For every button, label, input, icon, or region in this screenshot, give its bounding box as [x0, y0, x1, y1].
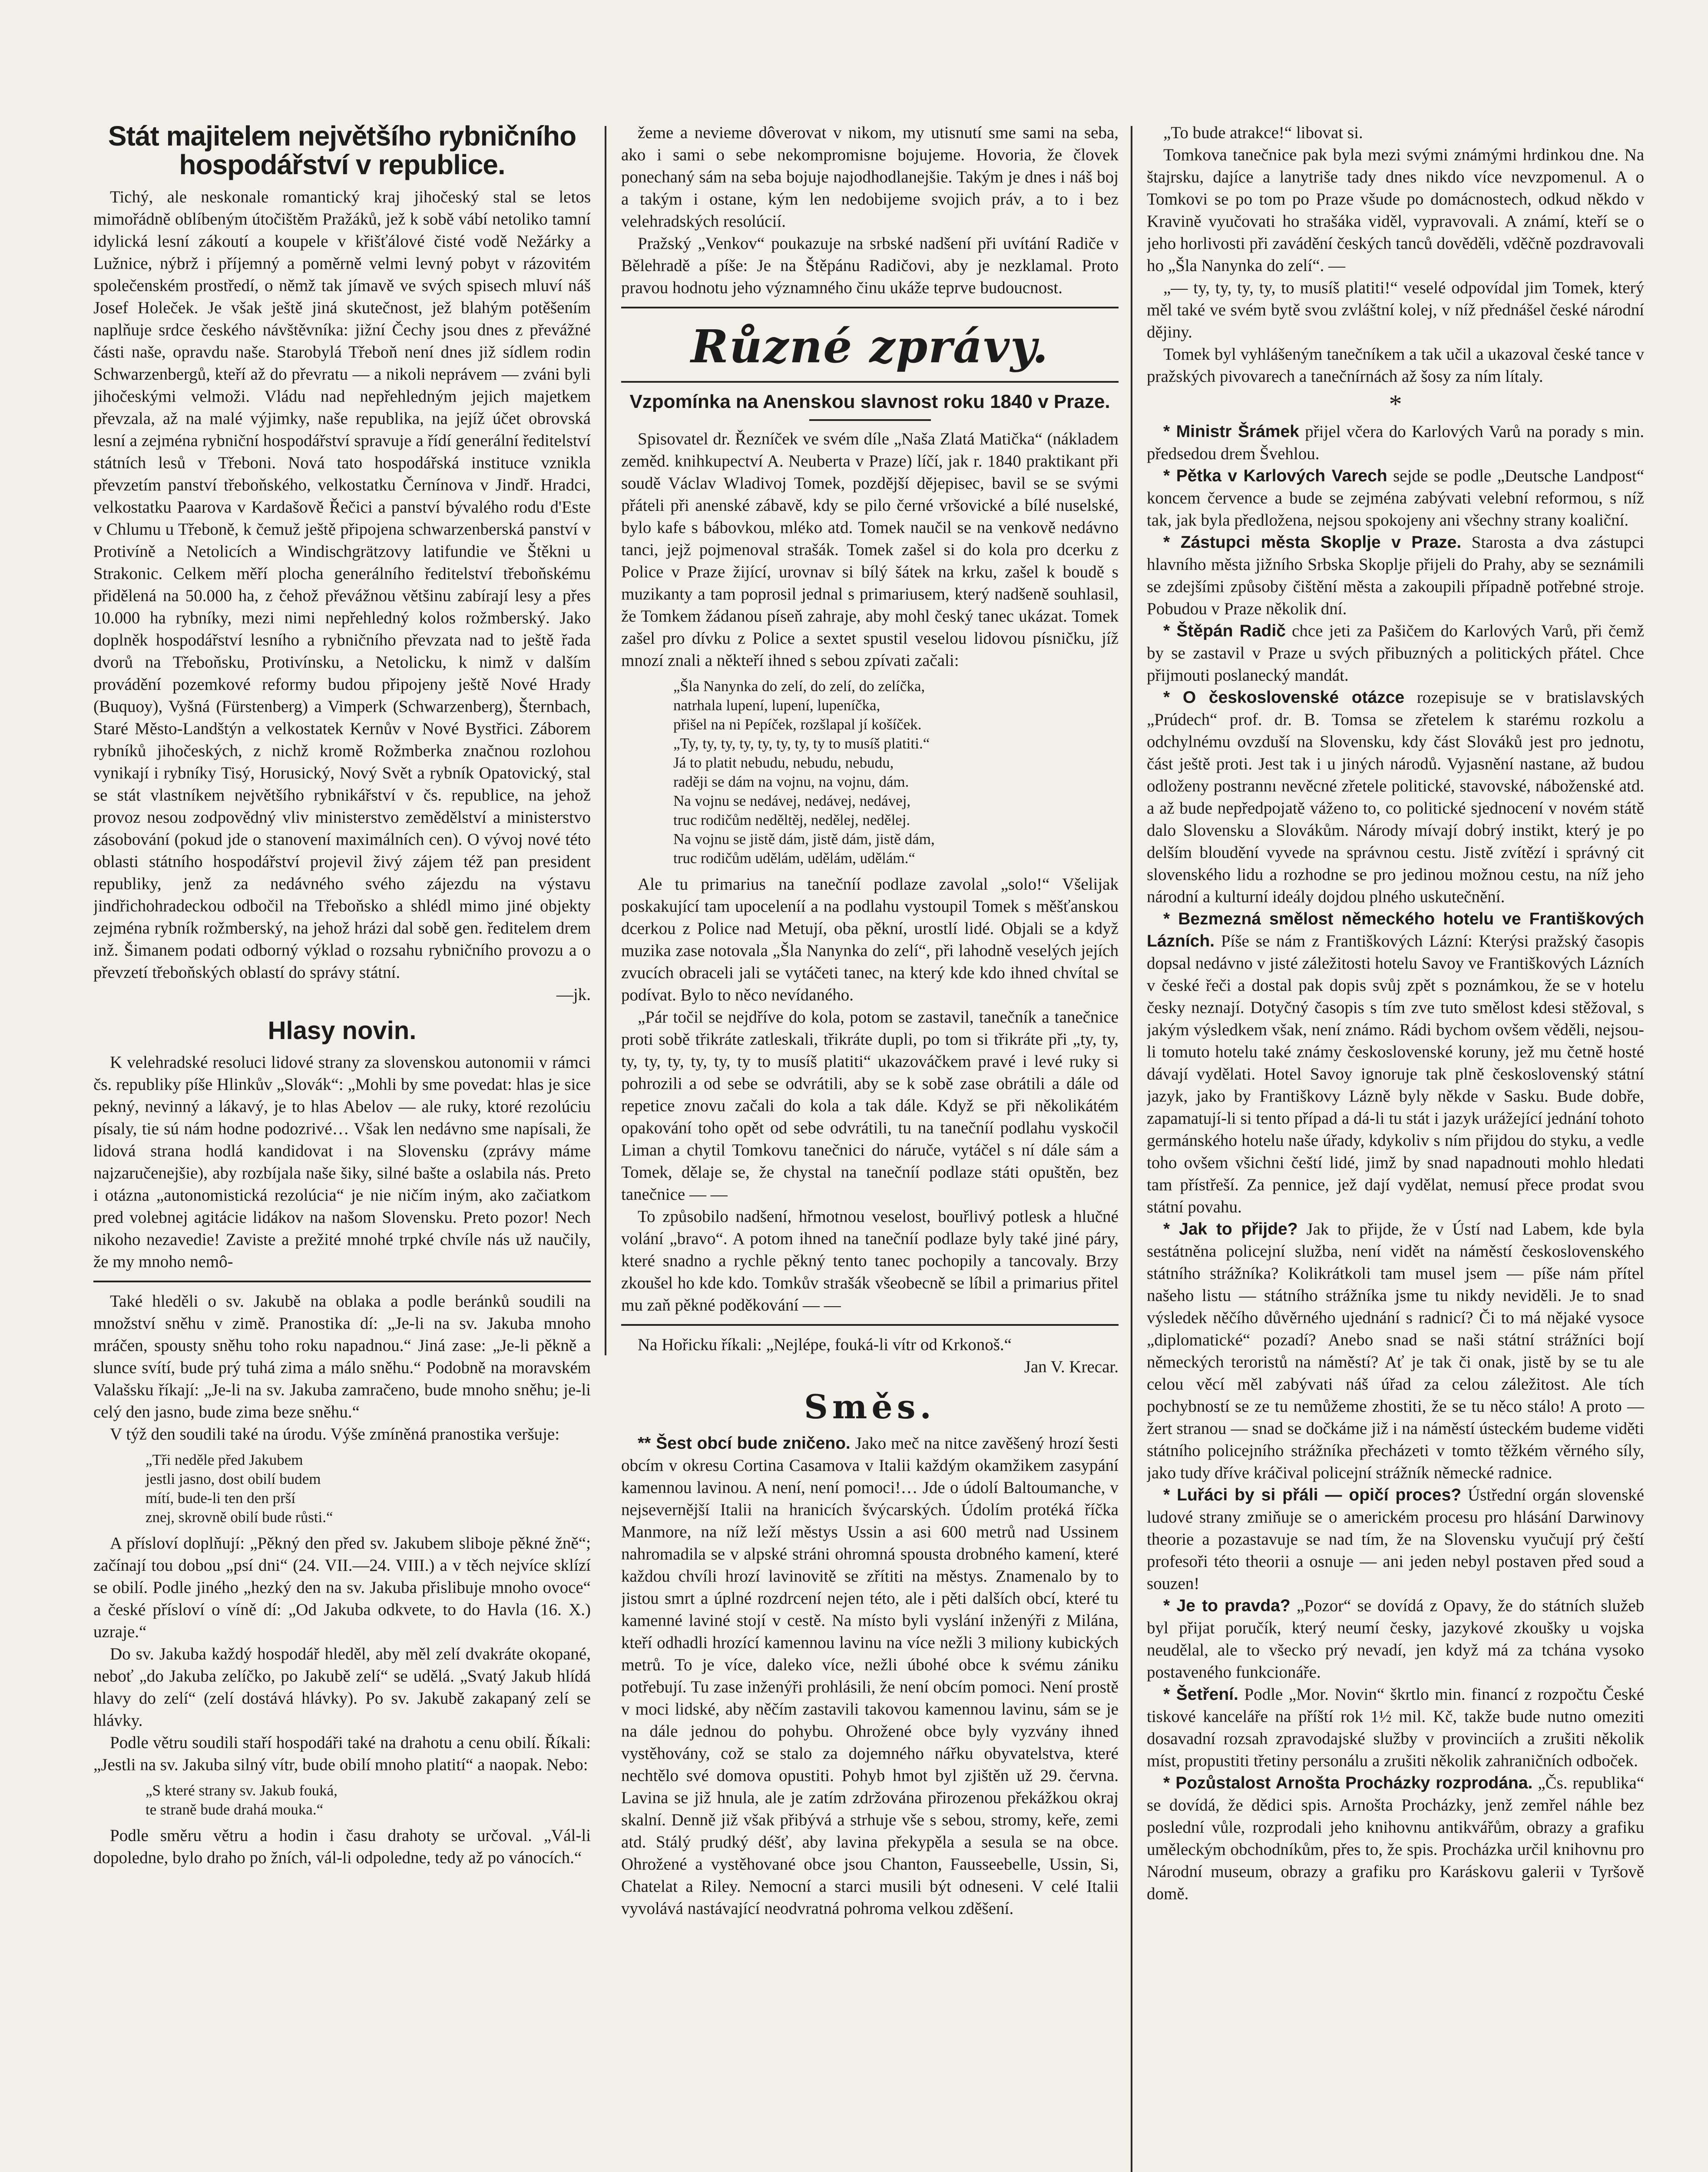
item-lead: * Bezmezná smělost německého hotelu ve Františkových Lázních.	[1147, 910, 1644, 950]
item-text: Píše se nám z Františkových Lázní: Kterýsi pražský časopis dopsal nedávno v jisté záležitosti hotelu Savoy ve Františkových Lázních v české řeči a dostal pak dopis svůj zpět s poznámkou, že se v hotelu česky neznají. Dotyčný časopis s tím zve tuto smělost kdesi stěžoval, s jakým výsledkem však, není známo. Rádi bychom ovšem věděli, nejsou-li tomuto hotelu také známy československé koruny, jež mu četně hosté dávají vydělati. Hotel Savoy ignoruje tak plně československý státní jazyk, jako by Františkovy Lázně byly někde v Sasku. Bude dobře, zapamatují-li si tento případ a dá-li tu stát i jazyk urážející jednání tohoto germánského hotelu naše úřady, kdykoliv s ním přijdou do styku, a vedle toho ovšem všichni čeští lidé, jimž by snad napadnouti mohlo hledati tam přístřeší. Za pennice, jež dají vydělat, nemusí přece prodat svou státní povahu.	[1147, 932, 1644, 1216]
verse-line: te straně bude drahá mouka.“	[146, 1801, 324, 1818]
verse-line: Na vojnu se nedávej, nedávej, nedávej,	[673, 792, 911, 809]
paragraph: Na Hořicku říkali: „Nejlépe, fouká-li vítr od Krkonoš.“	[638, 1335, 1012, 1354]
asterisk-divider: *	[1389, 390, 1402, 418]
verse	[146, 1450, 591, 1527]
news-item	[1147, 908, 1644, 1218]
item-text: Starosta a dva zástupci hlavního města jižního Srbska Skoplje přijeli do Prahy, aby se seznámili se zdejšími způsoby čištění města a zakoupili případně potřebné stroje. Pobudou v Praze několik dní.	[1147, 533, 1644, 618]
paragraph: „To bude atrakce!“ libovat si.	[1163, 123, 1363, 142]
verse-line: znej, skrovně obilí bude růsti.“	[146, 1509, 333, 1526]
paragraph: V týž den soudili také na úrodu. Výše zmíněná pranostika veršuje:	[110, 1425, 560, 1444]
column-right	[1147, 122, 1644, 2172]
news-item	[1147, 1218, 1644, 1484]
item-lead: * Štěpán Radič	[1163, 622, 1286, 640]
item-lead: * Zástupci města Skoplje v Praze.	[1163, 533, 1462, 552]
column-middle	[621, 122, 1119, 2172]
news-item	[1147, 1772, 1644, 1905]
paragraph: „Pár točil se nejdříve do kola, potom se zastavil, tanečník a tanečnice proti sobě třikráte zatleskali, třikráte dupli, po tom si třikráte při „ty, ty, ty, ty, ty, ty, ty, ty to musíš platiti“ ukazováčkem pravé i levé ruky si pohrozili a od sebe se odvrátili, aby se k sobě zase obrátili a dále od repetice znovu začali do kola a tak dále. Když se při několikátém opakování toho opět od sebe odvrátili, tu na tanečníí podlahu vyskočil Liman a chytil Tomkovu tanečnici do náruče, vytáčel s ní dále sám a Tomek, dělaje se, že chystal na tanečníí podlaze státi opuštěn, bez tanečnice — —	[621, 1008, 1119, 1204]
item-lead: * Jak to přijde?	[1163, 1220, 1298, 1238]
paragraph: Tomkova tanečnice pak byla mezi svými známými hrdinkou dne. Na štajrsku, dajíce a lanytriše tady dnes nikdo více nevzpomenul. A o Tomkovi se po tom po Praze všude po domácnostech, odkud někdo v Kravině vyučovati ho strašáka viděl, vypravovali. A známí, kteří se o jeho horlivosti při zavádění českých tanců dověděli, vděčně pozdravovali ho „Šla Nanynka do zelí“. —	[1147, 146, 1644, 275]
news-item	[1147, 1683, 1644, 1772]
paragraph: „— ty, ty, ty, ty, to musíš platiti!“ veselé odpovídal jim Tomek, který měl také ve svém bytě svou zvláštní kolej, v níž přednášel české národní dějiny.	[1147, 278, 1644, 341]
verse-line: natrhala lupení, lupení, lupeníčka,	[673, 697, 880, 714]
verse-line: raději se dám na vojnu, na vojnu, dám.	[673, 773, 909, 790]
verse-line: mítí, bude-li ten den prší	[146, 1490, 296, 1506]
signature: —jk.	[556, 985, 591, 1004]
verse-line: Na vojnu se jistě dám, jistě dám, jistě dám,	[673, 831, 935, 848]
paragraph: Ale tu primarius na tanečníí podlaze zavolal „solo!“ Všelijak poskakující tam upoceleníí a na podlahu vystoupil Tomek s měšťanskou dcerkou z Police nad Metují, oba pěkní, urostlí lidé. Objali se a když muzika zase notovala „Šla Nanynka do zelí“, při lahodně veselých jejích zvucích obraceli jali se vytáčeti tanec, na který kde kdo ihned chvítal se podívat. Bylo to něco nevídaného.	[621, 875, 1119, 1004]
item-text: Ústřední orgán slovenské ludové strany zmiňuje se o americkém procesu pro hlásání Darwinovy theorie a pozastavuje se nad tím, že na Slovensku vyučují prý čeští profesoři této theorii a osnuje — ani jeden nebyl postaven před soud a souzen!	[1147, 1486, 1644, 1593]
news-item	[1147, 1484, 1644, 1595]
divider	[93, 1281, 591, 1282]
paragraph: Podle směru větru a hodin i času drahoty se určoval. „Vál-li dopoledne, bylo draho po žních, vál-li odpoledne, tedy až po vánocích.“	[93, 1826, 591, 1867]
item-lead: ** Šest obcí bude zničeno.	[638, 1434, 851, 1453]
verse	[146, 1781, 591, 1819]
item-text: Jako meč na nitce zavěšený hrozí šesti obcím v okresu Cortina Casamova v Italii každým okamžikem zasypání kamennou lavinou. A není, není pomoci!… Jde o údolí Baltoumanche, v nejsevernější Italii na hranicích švýcarských. Údolím protéká říčka Manmore, na níž leží městys Ussin a asi 600 metrů nad Ussinem nahromadila se v alpské stráni ohromná spousta drobného kamení, které každou chvíli hrozí lavinovitě se zřítiti na městys. Znamenalo by to jistou smrt a úplné rozdrcení nejen této, ale i pěti dalších obcí, které tu kamenné laviné stojí v cestě. Na místo byli vyslání inženýři z Milána, kteří odhadli hrozící kamennou lavinu na více nežli 3 miliony kubických metrů. To je více, daleko více, nežli úbohé obce k svému zániku potřebují. Tu zase inženýři prohlásili, že není obcím pomoci. Není prostě v moci lidské, aby něčím zastavili takovou kamennou lavinu, sám se je na dále jednou do pohybu. Ohrožené obce byly vyzvány ihned vystěhovány, což se stalo za dojemného nářku obyvatelstva, které nechtělo své domova opustiti. Pohyb hmot byl zjištěn už 29. června. Lavina se již hnula, ale je zatím zdržována přirozenou překážkou okraj skalní. Denně již však přibývá a strhuje vše s sebou, stromy, keře, zemi atd. Stálý prudký déšť, aby lavina překypěla a sesula se na obce. Ohrožené a vystěhované obce jsou Chanton, Fausseebelle, Ussin, Si, Chatelat a Riley. Nemocní a starci musili být odneseni. V celé Italii vyvolává nastávající neodvratná pohroma velkou zděšení.	[621, 1434, 1119, 1918]
column-rule	[605, 126, 606, 1355]
paragraph: K velehradské resoluci lidové strany za slovenskou autonomii v rámci čs. republiky píše Hlinkův „Slovák“: „Mohli by sme povedat: hlas je sice pekný, nevinný a lákavý, je to hlas Abelov — ale ruky, ktoré rezolúciu písaly, tie sú nám hodne podozrivé… Však len nedávno sme napísali, že lidová strana hodlá kandidovat i na Slovensku (zprávy máme najzaručenejšie), aby rozbíjala naše šiky, silné bašte a oslabila nás. Preto i otázna „autonomistická rezolúcia“ je nie ničím iným, ako začiatkom pred volebnej agitácie lidákov na našom Slovensku. Preto pozor! Nech nikoho nezavedie! Zaviste a prežité mnohé trpké chvíle nás už naučily, že my mnoho nemô-	[93, 1053, 591, 1271]
paragraph	[621, 1432, 1119, 1920]
paragraph: žeme a nevieme dôverovat v nikom, my utisnutí sme sami na seba, ako i sami o sebe nekompromisne bojujeme. Hovoria, že človek ponechaný sám na seba bojuje najodhodlanejšie. Takým je dnes i náš boj a takým i ostane, kým len nedobijeme svojich práv, a to i bez velehradských resolúcií.	[621, 123, 1119, 231]
verse-line: „Šla Nanynka do zelí, do zelí, do zelíčka,	[673, 678, 925, 695]
paragraph: Tichý, ale neskonale romantický kraj jihočeský stal se letos mimořádně oblíbeným útočištěm Pražáků, jež k sobě vábí netoliko tamní idylická lesní zákoutí a koupele v křišťálové čisté vodě Nežárky a Lužnice, nýbrž i příjemný a poměrně velmi levný pobyt v rázovitém společenském prostředí, o němž tak jímavě ve svých spisech mluví náš Josef Holeček. Je však ještě jiná skutečnost, jež blahým potěšením naplňuje srdce českého návštěvníka: jižní Čechy jsou dnes z převážné části naše, opravdu naše. Starobylá Třeboň není dnes již sídlem rodin Schwarzenbergů, kteří až do převratu — a nikoli neprávem — zváni byli jihočeskými velmoži. Vládu nad nepřehledným jejich majetkem převzala, až na malé výjimky, naše republika, na jejíž účet obrovská lesní a zejména rybniční hospodářství spravuje a řídí generální ředitelství státních lesů v Třeboni. Nová tato hospodářská instituce vznikla převzetím panství třeboňského, velkostatku Černínova v Jindř. Hradci, velkostatku Paarova v Kardašově Řečici a panství bývalého rodu d'Este v Chlumu u Třeboně, k čemuž ještě připojena schwarzenberská panství v Protivíně a Netolicích a Windischgrätzovy latifundie ve Štěkni u Strakonic. Celkem měří plocha generálního ředitelství třeboňskému přidělená na 50.000 ha, z čehož převážnou většinu zabírají lesy a přes 10.000 ha rybníky, mezi nimi nepřehledný kolos rožmberský. Jako doplněk hospodářství lesního a rybničního převzata nad to ještě řada dvorů na Třeboňsku, Protivínsku, a Netolicku, k nimž v dalším provádění pozemkové reformy budou připojeny ještě Nové Hrady (Buquoy), Vyšná (Fürstenberg) a Vimperk (Schwarzenberg), Šternbach, Staré Město-Landštýn a velkostatek Kernův v Nové Bystřici. Záborem rybníků jihočeských, z nichž kromě Rožmberka značnou rozlohou vynikají i rybníky Tisý, Horusický, Nový Svět a rybník Opatovický, stal se stát vlastníkem největšího rybnikářství v čs. republice, na jehož provoz nesou zodpovědný vliv ministerstvo zemědělství a ministerstvo zásobování (pokud jde o stanovení maximálních cen). O vývoj nové této oblasti státního hospodářství projevil živý zájem též pan president republiky, jenž za nedávného svého zájezdu na výstavu jindřichohradeckou odbočil na Třeboňsko a shlédl mimo jiné objekty zejména rybník rožmberský, na jehož hrázi dal sobě gen. ředitelem drem inž. Šimanem podati odborný výklad o rozsahu rybničního provozu a o převzetí třeboňských oblastí do správy státní.	[93, 188, 591, 982]
item-text: Jak to přijde, že v Ústí nad Labem, kde byla sestátněna policejní služba, není vidět na náměstí československého státního strážníka? Kolikrátkoli tam musel jsem — píše nám přítel našeho listu — státního strážníka jsme tu nikdy neviděli. Je to snad výsledek něčího důvěrného ujednání s radnicí? Či to má nějaké vysoce „diplomatické“ pozadí? Anebo snad se naši státní strážníci bojí německých teroristů na náměstí? Ať je tak či onak, jistě by se tu ale celou věcí měl zabývati náš úřad za celou záležitost. Ale tích pochybností se ze tu nemůžeme zhostiti, že se tu něco stálo! A proto — žert stranou — snad se dočkáme již i na náměstí ústeckém budeme viděti státního policejního strážníka přecházeti v tomto těžkém věrného síly, jako tudy dříve kráčival policejní strážník německé radnice.	[1147, 1220, 1644, 1482]
paragraph: Pražský „Venkov“ poukazuje na srbské nadšení při uvítání Radiče v Bělehradě a píše: Je na Štěpánu Radičovi, aby je nezklamal. Proto pravou hodnotu jeho významného činu ukáže teprve budoucnost.	[621, 234, 1119, 297]
item-lead: * Šetření.	[1163, 1685, 1238, 1704]
verse-line: Já to platit nebudu, nebudu, nebudu,	[673, 754, 894, 771]
verse	[673, 677, 1119, 868]
divider	[621, 1324, 1119, 1326]
column-rule	[1131, 126, 1132, 2172]
section-heading: Směs.	[804, 1387, 936, 1426]
item-text: „Čs. republika“ se dovídá, že dědici spis. Arnošta Procházky, jenž zemřel náhle bez poslední vůle, rozprodali jeho knihovnu antikvářům, obrazy a grafiku uměleckým obchodníkům, přes to, že spis. Procházka určil knihovnu pro Národní museum, obrazy a grafiku pro Karáskovu galerii v Tyršově domě.	[1147, 1774, 1644, 1903]
item-text: přijel včera do Karlových Varů na porady s min. předsedou drem Švehlou.	[1147, 422, 1644, 463]
paragraph: A přísloví doplňují: „Pěkný den před sv. Jakubem sliboje pěkné žně“; začínají tou dobou „psí dni“ (24. VII.—24. VIII.) a v těch nejvíce sklízí se obilí. Podle jiného „hezký den na sv. Jakuba přislibuje mnoho ovoce“ a české přísloví o víně dí: „Od Jakuba odkvete, to do Havla (16. X.) uzraje.“	[93, 1534, 591, 1641]
news-item	[1147, 620, 1644, 686]
divider	[621, 381, 1119, 383]
item-lead: * O československé otázce	[1163, 688, 1405, 707]
section-heading: Hlasy novin.	[268, 1016, 417, 1045]
item-text: Podle „Mor. Novin“ škrtlo min. financí z rozpočtu České tiskové kanceláře na příští rok 1½ mil. Kč, takže bude nutno omeziti dosavadní rozsah zpravodajské služby v provinciích a zrušiti několik míst, propustiti třetiny personálu a zrušiti několik zahraničních odboček.	[1147, 1685, 1644, 1770]
verse-line: „Ty, ty, ty, ty, ty, ty, ty, ty to musíš platiti.“	[673, 735, 930, 752]
news-item	[1147, 465, 1644, 531]
signature: Jan V. Krecar.	[1024, 1358, 1119, 1376]
verse-line: jestli jasno, dost obilí budem	[146, 1470, 321, 1487]
item-lead: * Ministr Šrámek	[1163, 422, 1299, 441]
verse-line: „Tři neděle před Jakubem	[146, 1451, 303, 1468]
verse-line: truc rodičům neděltěj, nedělej, nedělej.	[673, 811, 910, 828]
item-text: rozepisuje se v bratislavských „Prúdech“ prof. dr. B. Tomsa se zřetelem k starému rozkolu a odchylnému ovzduší na Slovensku, kdy část Slováků jest pro jednotu, část ještě proti. Jest tak i u jiných národů. Vyjasnění nastane, až budou odloženy postrannı nevěcné zřetele politické, stavovské, náboženské atd. a až bude nepředpojatě váženo to, co politické sjednocení v novém státě dalo Slovensku a Slovákům. Národy mívají dobrý instikt, který je po delším bloudění vyvede na správnou cestu. Jistě zvítězí i správný cit slovenského lidu a rozhodne se pro jedinou možnou cestu, na níž jeho národní a kulturní ideály dojdou plného uskutečnění.	[1147, 688, 1644, 906]
item-text: sejde se podle „Deutsche Landpost“ koncem července a bude se zejména zabývati velební reformou, s níž tak, jak byla předložena, nejsou spokojeny ani všechny strany koaliční.	[1147, 467, 1644, 530]
paragraph: Podle větru soudili staří hospodáři také na drahotu a cenu obilí. Říkali: „Jestli na sv. Jakuba silný vítr, bude obilí mnoho platití“ a naopak. Nebo:	[93, 1733, 591, 1774]
paragraph: Spisovatel dr. Řezníček ve svém díle „Naša Zlatá Matička“ (nákladem zeměd. knihkupectví A. Neuberta v Praze) líčí, jak r. 1840 praktikant při soudě Václav Wladivoj Tomek, pozdější dějepisec, bavil se se svými přáteli při anenské zábavě, kdy se pilo černé vršovické a bílé nuselské, bylo kafe s bábovkou, mléko atd. Tomek naučil se na venkově nedávno tanci, jejž pojmenoval strašák. Tomek zašel si do kola pro dcerku z Police v Praze žijící, urovnav si bílý šátek na krku, zašel k boudě s muzikanty a tam poprosil jednal s primariusem, který nadšeně souhlasil, že Tomkem žádanou píseň zahraje, aby mohl český tanec ukázat. Tomek zašel pro dívku z Police a sextet spustil veselou lidovou písničku, jíž mnozí znali a někteří ihned s sebou zpívati začali:	[621, 430, 1119, 670]
divider	[621, 307, 1119, 308]
verse-line: truc rodičům udělám, udělám, udělám.“	[673, 850, 915, 867]
divider	[809, 419, 931, 421]
verse-line: přišel na ni Pepíček, rozšlapal jí košíček.	[673, 716, 922, 733]
paragraph: Tomek byl vyhlášeným tanečníkem a tak učil a ukazoval české tance v pražských pivovarech a tanečnírnách až šosy za ním lítaly.	[1147, 345, 1644, 386]
paragraph: Také hleděli o sv. Jakubě na oblaka a podle beránků soudili na množství sněhu v zimě. Pranostika dí: „Je-li na sv. Jakuba mnoho mráčen, spousty sněhu toho roku napadnou.“ Jiná zase: „Je-li pěkně a slunce svítí, bude prý tuhá zima a málo sněhu.“ Podobně na moravském Valašsku říkají: „Je-li na sv. Jakuba zamračeno, bude mnoho sněhu; je-li celý den jasno, bude zima beze sněhu.“	[93, 1292, 591, 1421]
news-item	[1147, 686, 1644, 908]
item-lead: * Je to pravda?	[1163, 1596, 1291, 1615]
section-heading: Různé zprávy.	[691, 320, 1049, 373]
article-title: Vzpomínka na Anenskou slavnost roku 1840 v Praze.	[629, 391, 1110, 412]
article-headline: Stát majitelem největšího rybničního hospodářství v republice.	[108, 122, 576, 180]
column-left	[93, 122, 591, 2172]
paragraph: Do sv. Jakuba každý hospodář hleděl, aby měl zelí dvakráte okopané, neboť „do Jakuba zelíčko, po Jakubě zelí“ se udělá. „Svatý Jakub hlídá hlavy do zelí“ (zelí dostává hlávky). Po sv. Jakubě zakapaný zelí se hlávky.	[93, 1645, 591, 1730]
news-item	[1147, 420, 1644, 465]
verse-line: „S které strany sv. Jakub fouká,	[146, 1782, 338, 1799]
item-lead: * Pozůstalost Arnošta Procházky rozprodána.	[1163, 1774, 1533, 1792]
item-lead: * Pětka v Karlových Varech	[1163, 467, 1387, 485]
paragraph: To způsobilo nadšení, hřmotnou veselost, bouřlivý potlesk a hlučné volání „bravo“. A potom ihned na tanečníí podlaze byly také jiné páry, které snadno a rychle pěkný tento tanec pochopily a tancovaly. Brzy zkoušel ho kde kdo. Tomkův strašák všeobecně se líbil a primarius přitel mu zaň pěkné poděkování — —	[621, 1207, 1119, 1314]
item-lead: * Luřáci by si přáli — opičí proces?	[1163, 1486, 1462, 1504]
item-text: „Pozor“ se dovídá z Opavy, že do státních služeb byl přijat poručík, který neumí česky, jazykové zkoušky u vojska neudělal, ale to všecko prý nevadí, jen když má za tchána vysoko postaveného funkcionáře.	[1147, 1596, 1644, 1682]
news-item	[1147, 531, 1644, 620]
news-item	[1147, 1595, 1644, 1683]
item-text: chce jeti za Pašičem do Karlových Varů, při čemž by se zastavil v Praze u svých přibuzných a politických přátel. Chce přijmouti poslanecký mandát.	[1147, 622, 1644, 685]
